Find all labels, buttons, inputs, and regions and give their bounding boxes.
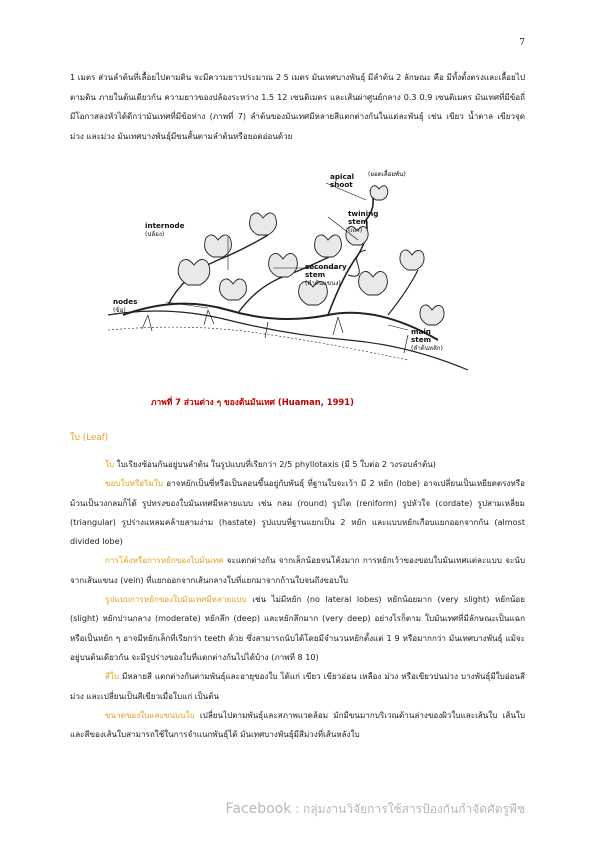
label-internode-th: (ปล้อง) <box>145 231 165 238</box>
label-nodes <box>113 298 137 315</box>
label-apical-shoot <box>330 173 354 189</box>
item-paragraph <box>70 474 525 551</box>
item-paragraph <box>70 706 525 745</box>
label-internode-en: internode <box>145 221 185 230</box>
item-text: อาจหยักเป็นซี่หรือเป็นลอนขึ้นอยู่กับพันธุ์ ที่ฐานใบจะเว้า มี 2 หยัก (lobe) อาจเปลี่ยนเป็นเหยียดตรงหรือม้วนเป็นวงกลมก็ได้ รูปทรงของใบมันเทศมีหลายแบบ เช่น กลม (round) รูปไต (reniform) รูปหัวใจ (cordate) รูปสามเหลี่ยม (triangular) รูปร่างแหลมคล้ายสามง่าม (hastate) รูปแบบที่ฐานแยกเป็น 2 หยัก และแบบหยักเกือบแยกออกจากกัน (almost divided lobe) <box>70 478 525 547</box>
label-main-en: main stem <box>411 327 432 344</box>
item-paragraph <box>70 455 525 474</box>
footer-credit <box>226 800 525 819</box>
item-text: เช่น ไม่มีหยัก (no lateral lobes) หยักน้อยมาก (very slight) หยักน้อย (slight) หยักปานกลาง (moderate) หยักลึก (deep) และหยักลึกมาก (very deep) อย่างไรก็ตาม ใบมันเทศที่มีลักษณะเป็นแฉกหรือเป็นหยัก ๆ อาจมีหยักเล็กที่เรียกว่า teeth ด้วย ซึ่งสามารถนับได้โดยมีจำนวนหยักตั้งแต่ 1 9 หรือมากกว่า มันเทศบางพันธุ์ แม้จะอยู่บนต้นเดียวกัน จะมีรูปร่างของใบที่แตกต่างกันไปได้บ้าง (ภาพที่ 8 10) <box>70 594 525 662</box>
sweet-potato-diagram <box>108 165 473 380</box>
footer-text: : กลุ่มงานวิจัยการใช้สารป้องกันกำจัดศัตรูพืช <box>291 802 525 816</box>
item-text: ใบเรียงซ้อนกันอยู่บนลำต้น ในรูปแบบที่เรียกว่า 2/5 phyllotaxis (มี 5 ใบต่อ 2 วงรอบลำต้น) <box>114 459 436 469</box>
item-paragraph <box>70 667 525 706</box>
item-paragraph <box>70 590 525 667</box>
label-secondary-th: (ลำต้นแขนง) <box>305 280 341 287</box>
item-text: จะแตกต่างกัน จากเล็กน้อยจนโค้งมาก การหยักเว้าของขอบใบมันเทศแต่ละแบบ จะนับจากเส้นแขนง (vein) ที่แยกออกจากเส้นกลางใบที่แยกมาจากก้านใบจนถึงขอบใบ <box>70 555 525 585</box>
label-main-th: (ลำต้นหลัก) <box>411 345 443 352</box>
figure-caption: ภาพที่ 7 ส่วนต่าง ๆ ของต้นมันเทศ (Huaman, 1991) <box>151 397 354 407</box>
label-secondary-en: secondary stem <box>305 262 347 279</box>
label-twining-en: twining stem <box>348 209 379 226</box>
label-main-stem <box>411 328 443 353</box>
label-apical-th: (ยอดเลื้อยพัน) <box>368 171 406 178</box>
item-keyword: ขอบใบหรือริมใบ <box>105 478 163 489</box>
intro-paragraph: 1 เมตร ส่วนลำต้นที่เลื้อยไปตามดิน จะมีความยาวประมาณ 2 5 เมตร มันเทศบางพันธุ์ มีลำต้น 2 ลักษณะ คือ มีทั้งตั้งตรงและเลื้อยไปตามดิน ภายในต้นเดียวกัน ความยาวของปล้องระหว่าง 1.5 12 เซนติเมตร และเส้นผ่าศูนย์กลาง 0.3 0.9 เซนติเมตร มันเทศที่มีข้อถี่มีโอกาสลงหัวได้ดีกว่ามันเทศที่มีข้อห่าง (ภาพที่ 7) ลำต้นของมันเทศมีหลายสีแตกต่างกันในแต่ละพันธุ์ เช่น เขียว น้ำตาล เขียวจุดม่วง และม่วง มันเทศบางพันธุ์มีขนสั้นตามลำต้นหรือยอดอ่อนด้วย <box>70 72 525 141</box>
label-twining-stem <box>348 210 378 235</box>
item-text: เปลี่ยนไปตามพันธุ์และสภาพแวดล้อม มักมีขนมากบริเวณด้านล่างของผิวใบและเส้นใบ เส้นใบและสีของเส้นใบสามารถใช้ในการจำแนกพันธุ์ได้ มันเทศบางพันธุ์มีสีม่วงที่เส้นหลังใบ <box>70 709 525 740</box>
item-keyword: ขนาดของใบและขนบนใบ <box>105 709 195 720</box>
page-number: 7 <box>519 38 525 48</box>
label-apical-en: apical shoot <box>330 172 355 189</box>
item-keyword: ใบ <box>105 459 115 469</box>
label-apical-shoot-th <box>368 170 406 179</box>
label-twining-th: (เถา) <box>348 227 363 234</box>
item-keyword: การโค้งหรือการหยักของใบมันเทศ <box>105 555 224 566</box>
footer-brand: Facebook <box>225 801 292 817</box>
leaf-description <box>70 455 525 744</box>
item-text: มีหลายสี แตกต่างกันตามพันธุ์และอายุของใบ ได้แก่ เขียว เขียวอ่อน เหลือง ม่วง หรือเขียวปนม่วง บางพันธุ์มีใบอ่อนสีม่วง และเปลี่ยนเป็นสีเขียวเมื่อใบแก่ เป็นต้น <box>70 671 525 701</box>
label-nodes-th: (ข้อ) <box>113 307 126 314</box>
label-internode <box>145 222 185 239</box>
label-nodes-en: nodes <box>113 297 138 306</box>
item-keyword: สีใบ <box>105 671 120 682</box>
item-keyword: รูปแบบการหยักของใบมันเทศมีหลายแบบ <box>105 594 247 605</box>
item-paragraph <box>70 551 525 590</box>
section-heading-leaf: ใบ (Leaf) <box>70 433 109 443</box>
label-secondary-stem <box>305 263 347 288</box>
